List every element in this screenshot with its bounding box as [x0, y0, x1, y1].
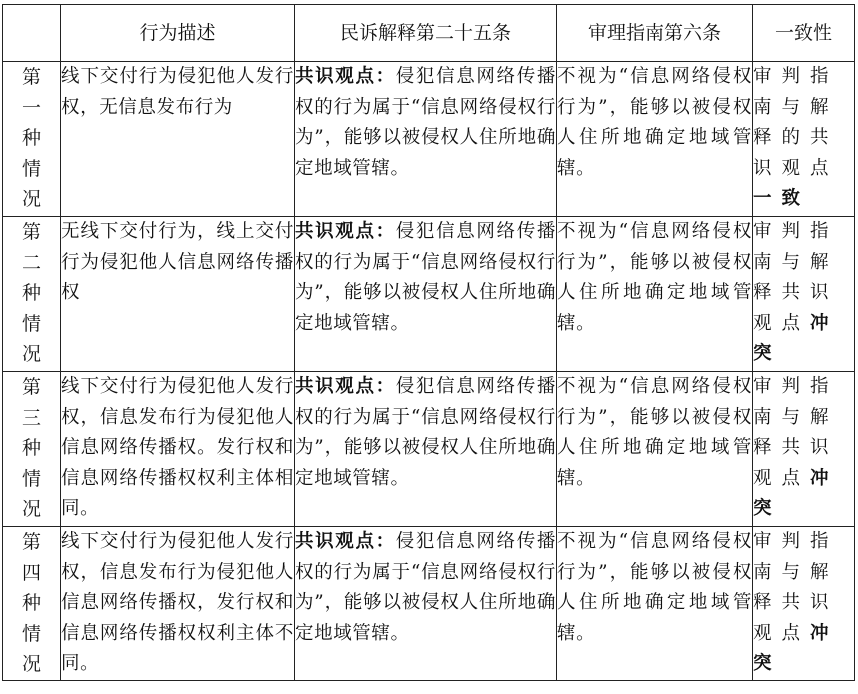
consensus-label: 共识观点： — [295, 221, 396, 242]
consensus-label: 共识观点： — [295, 376, 396, 397]
interpretation-cell — [295, 527, 557, 681]
guide-cell: 不视为“信息网络侵权行为”，能够以被侵权人住所地确定地域管辖。 — [557, 217, 753, 372]
header-trial-guide: 审理指南第六条 — [557, 5, 753, 62]
interpretation-text: 侵犯信息网络传播权的行为属于“信息网络侵权行为”，能够以被侵权人住所地确定地域管辖。 — [295, 66, 556, 179]
consistency-cell — [753, 372, 855, 527]
interpretation-text: 侵犯信息网络传播权的行为属于“信息网络侵权行为”，能够以被侵权人住所地确定地域管辖。 — [295, 531, 556, 644]
consistency-cell — [753, 217, 855, 372]
header-behavior-description: 行为描述 — [61, 5, 295, 62]
verdict-text: 审判指南与解释共识观点 — [753, 531, 839, 644]
verdict-result: 冲突 — [753, 622, 839, 674]
verdict-text: 审判指南与解释共识观点 — [753, 221, 839, 334]
table-row — [3, 527, 855, 681]
interpretation-cell — [295, 62, 557, 217]
interpretation-cell — [295, 217, 557, 372]
label-char: 第 — [21, 531, 41, 553]
label-char: 一 — [21, 96, 41, 119]
table-row — [3, 62, 855, 217]
consistency-cell — [753, 62, 855, 217]
behavior-description-cell: 线下交付行为侵犯他人发行权，信息发布行为侵犯他人信息网络传播权，发行权和信息网络传播权权利主体不同。 — [61, 527, 295, 681]
interpretation-cell — [295, 372, 557, 527]
label-char: 况 — [21, 498, 41, 520]
row-label — [3, 217, 61, 372]
guide-cell: 不视为“信息网络侵权行为”，能够以被侵权人住所地确定地域管辖。 — [557, 62, 753, 217]
label-char: 第 — [21, 221, 41, 243]
behavior-description-cell: 线下交付行为侵犯他人发行权，信息发布行为侵犯他人信息网络传播权。发行权和信息网络传播权权利主体相同。 — [61, 372, 295, 527]
label-char: 种 — [21, 282, 41, 304]
label-char: 况 — [21, 653, 41, 675]
label-char: 情 — [21, 157, 41, 180]
guide-cell: 不视为“信息网络侵权行为”，能够以被侵权人住所地确定地域管辖。 — [557, 372, 753, 527]
label-char: 情 — [21, 312, 41, 335]
label-char: 种 — [21, 592, 41, 614]
label-char: 三 — [21, 406, 41, 429]
comparison-table — [2, 4, 855, 681]
header-row — [3, 5, 855, 62]
verdict-result: 冲突 — [753, 467, 839, 519]
header-civil-procedure-interpretation: 民诉解释第二十五条 — [295, 5, 557, 62]
row-label — [3, 372, 61, 527]
label-char: 情 — [21, 467, 41, 490]
consistency-cell — [753, 527, 855, 681]
interpretation-text: 侵犯信息网络传播权的行为属于“信息网络侵权行为”，能够以被侵权人住所地确定地域管辖。 — [295, 221, 556, 334]
row-label — [3, 527, 61, 681]
label-char: 四 — [21, 561, 41, 584]
header-blank — [3, 5, 61, 62]
verdict-result: 一致 — [753, 188, 811, 209]
behavior-description-cell: 无线下交付行为，线上交付行为侵犯他人信息网络传播权 — [61, 217, 295, 372]
verdict-text: 审判指南与解释共识观点 — [753, 376, 839, 489]
consensus-label: 共识观点： — [295, 531, 396, 552]
label-char: 第 — [21, 66, 41, 88]
interpretation-text: 侵犯信息网络传播权的行为属于“信息网络侵权行为”，能够以被侵权人住所地确定地域管辖。 — [295, 376, 556, 489]
row-label — [3, 62, 61, 217]
label-char: 二 — [21, 251, 41, 274]
guide-cell: 不视为“信息网络侵权行为”，能够以被侵权人住所地确定地域管辖。 — [557, 527, 753, 681]
label-char: 况 — [21, 343, 41, 365]
label-char: 情 — [21, 622, 41, 645]
verdict-result: 冲突 — [753, 312, 839, 364]
table-row — [3, 217, 855, 372]
table-row — [3, 372, 855, 527]
label-char: 况 — [21, 188, 41, 210]
verdict-text: 审判指南与解释的共识观点 — [753, 66, 839, 179]
behavior-description-cell: 线下交付行为侵犯他人发行权，无信息发布行为 — [61, 62, 295, 217]
header-consistency: 一致性 — [753, 5, 855, 62]
consensus-label: 共识观点： — [295, 66, 396, 87]
label-char: 种 — [21, 127, 41, 149]
label-char: 第 — [21, 376, 41, 398]
label-char: 种 — [21, 437, 41, 459]
